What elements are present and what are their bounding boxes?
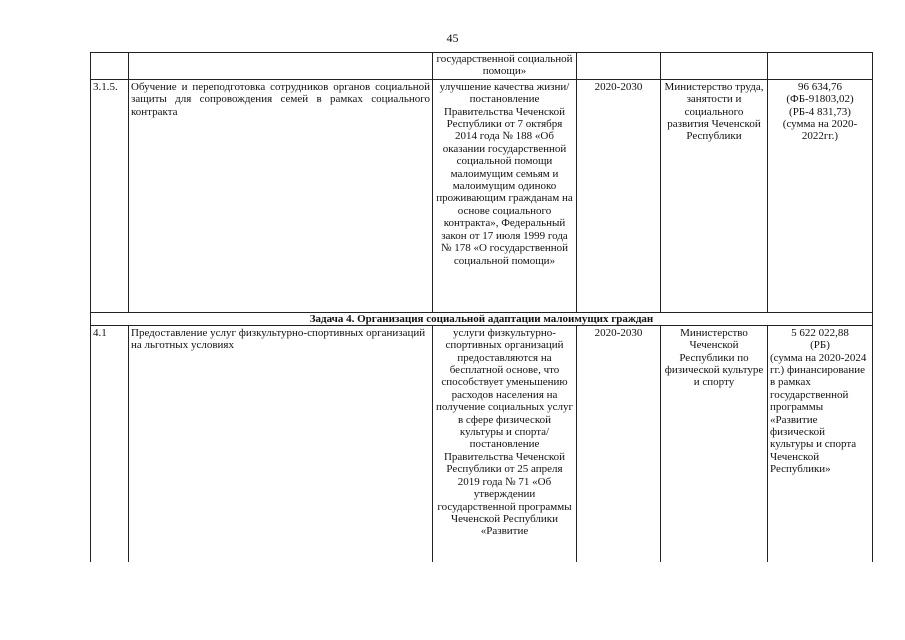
cell-name: Обучение и переподготовка сотрудников органов социальной защиты для сопровождения семей в рамках социального контракта: [129, 79, 433, 312]
cell-executor: Министерство Чеченской Республики по физической культуре и спорту: [661, 325, 768, 562]
cell-result: услуги физкультурно-спортивных организаций предоставляются на бесплатной основе, что способствует уменьшению расходов населения на получение социальных услуг в сфере физической культуры и спорта/ постановление Правительства Чеченской Республики от 25 апреля 2019 года № 71 «Об утверждении государственной программы Чеченской Республики «Развитие: [433, 325, 577, 562]
table-row-3-1-5: [91, 79, 873, 312]
amount-period: (сумма на 2020-2022гг.): [782, 118, 858, 143]
cell-period: [577, 53, 661, 80]
cell-period: 2020-2030: [577, 325, 661, 562]
table-row-continuation: [91, 53, 873, 80]
cell-amount: [768, 79, 873, 312]
amount-source: (РБ): [810, 339, 830, 352]
page-number: 45: [446, 31, 459, 45]
cell-executor: Министерство труда, занятости и социального развития Чеченской Республики: [661, 79, 768, 312]
cell-num: 3.1.5.: [91, 79, 129, 312]
cell-result: государственной социальной помощи»: [433, 53, 577, 80]
table-row-4-1: [91, 325, 873, 562]
cell-period: 2020-2030: [577, 79, 661, 312]
cell-num: [91, 53, 129, 80]
amount-total: 5 622 022,88: [791, 326, 849, 339]
cell-amount: [768, 325, 873, 562]
measures-table: [90, 52, 873, 562]
task-heading-row: [91, 312, 873, 325]
cell-num: 4.1: [91, 325, 129, 562]
amount-regional: (РБ-4 831,73): [789, 105, 851, 118]
task-4-heading: Задача 4. Организация социальной адаптации малоимущих граждан: [91, 312, 873, 325]
amount-federal: (ФБ-91803,02): [786, 93, 854, 106]
cell-amount: [768, 53, 873, 80]
cell-result: улучшение качества жизни/ постановление Правительства Чеченской Республики от 7 октября 2014 года № 188 «Об оказании государственной социальной помощи малоимущим семьям и малоимущим одиноко проживающим гражданам на основе социального контракта», Федеральный закон от 17 июля 1999 года № 178 «О государственной социальной помощи»: [433, 79, 577, 312]
cell-name: [129, 53, 433, 80]
amount-total: 96 634,76: [798, 80, 842, 93]
cell-name: Предоставление услуг физкультурно-спортивных организаций на льготных условиях: [129, 325, 433, 562]
cell-executor: [661, 53, 768, 80]
amount-note: (сумма на 2020-2024 гг.) финансирование в рамках государственной программы «Развитие физической культуры и спорта Чеченской Республики»: [770, 351, 867, 476]
